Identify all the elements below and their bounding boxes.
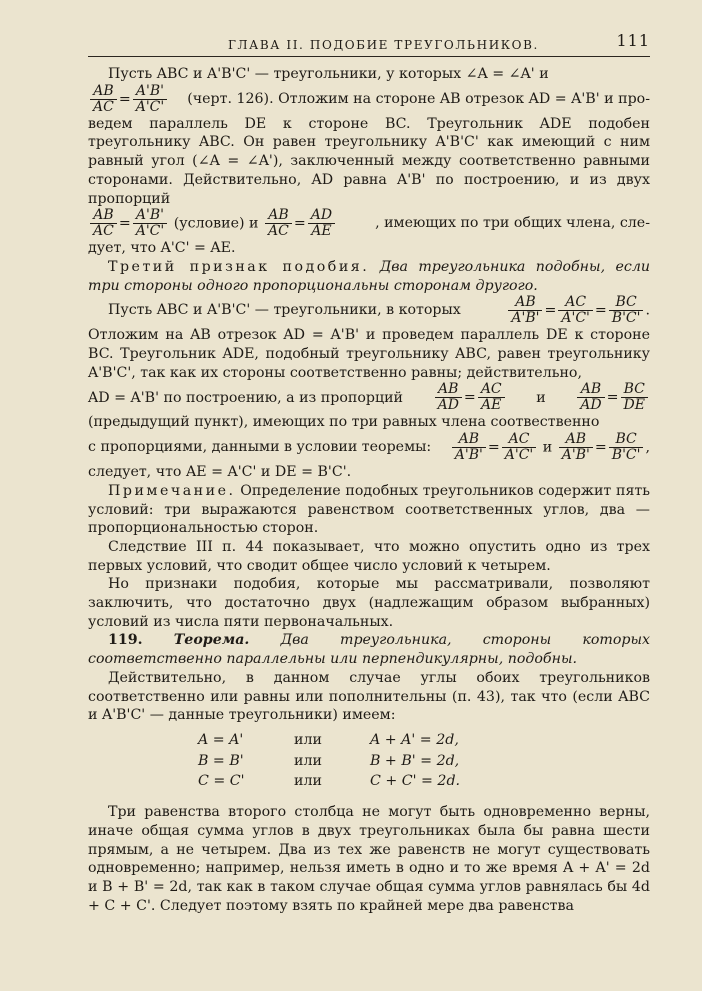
paragraph-1-end: дует, что A'C' = AE. xyxy=(88,240,236,257)
note-paragraph xyxy=(88,482,650,538)
signs-paragraph: Но признаки подобия, которые мы рассматривали, позволяют заключить, что достаточно двух (надлежащим образом выбранных) условий из числа пяти первоначальных. xyxy=(88,576,650,630)
paragraph-1-line-2: $\frac{AB}{AC}$ = $\frac{A'B'}{A'C'}$ (черт. 126). Отложим на стороне AB отрезок AD = A'B' и про- xyxy=(88,84,650,115)
equation-row: A = A' или A + A' = 2d, xyxy=(198,731,459,748)
equations-table xyxy=(198,731,460,793)
theorem-119 xyxy=(88,631,650,668)
page xyxy=(88,32,650,972)
fraction: $\frac{A'B'}{A'C'}$ xyxy=(133,84,168,115)
fraction: $\frac{A'B'}{A'C'}$ xyxy=(133,208,168,239)
final-paragraph: Три равенства второго столбца не могут быть одновременно верны, иначе общая сумма углов в двух треугольниках была бы равна шести прямым, а не четырем. Два из тех же равенств не могут существовать одновременно; например, нельзя иметь в одно и то же время A + A' = 2d и B + B' = 2d, так как в таком случае общая сумма углов равнялась бы 4d + C + C'. Следует поэтому взять по крайней мере два равенства xyxy=(88,804,650,914)
fraction: $\frac{AB}{A'B'}$ xyxy=(559,432,593,463)
fraction: $\frac{AB}{AC}$ xyxy=(265,208,292,239)
fraction: $\frac{AB}{A'B'}$ xyxy=(452,432,486,463)
fraction: $\frac{AC}{A'C'}$ xyxy=(558,295,593,326)
paragraph-1-proportions: $\frac{AB}{AC}$ = $\frac{A'B'}{A'C'}$ (условие) и $\frac{AB}{AC}$ = $\frac{AD}{AE}$ , имеющих по три общих члена, сле- xyxy=(88,208,650,239)
fraction: $\frac{AC}{AE}$ xyxy=(478,382,505,413)
note-text: Определение подобных треугольников содержит пять условий: три выражаются равенством соответственных углов, два — пропорциональностью сторон. xyxy=(88,482,651,537)
paragraph-2-continued: (предыдущий пункт), имеющих по три равных члена соотвественно xyxy=(88,414,600,431)
paragraph-2-body: Отложим на AB отрезок AD = A'B' и проведем параллель DE к стороне BC. Треугольник ADE, подобный треугольнику ABC, равен треугольнику A'B'C', так как их стороны соответственно равны; действительно, xyxy=(88,327,650,381)
fraction: $\frac{BC}{DE}$ xyxy=(621,382,648,413)
proof-paragraph: Действительно, в данном случае углы обоих треугольников соответственно или равны или пополнительны (п. 43), так что (если ABC и A'B'C' — данные треугольники) имеем: xyxy=(88,669,650,724)
fraction: $\frac{AC}{A'C'}$ xyxy=(502,432,537,463)
note-label: Примечание. xyxy=(108,482,236,499)
equation-row: C = C' или C + C' = 2d. xyxy=(198,773,461,790)
page-number: 111 xyxy=(616,31,650,50)
paragraph-2-given: с пропорциями, данными в условии теоремы: $\frac{AB}{A'B'}$ = $\frac{AC}{A'C'}$ и $\frac{AB}{A'B'}$ = $\frac{BC}{B'C'}$ , xyxy=(88,431,650,464)
fraction: $\frac{AB}{AD}$ xyxy=(435,382,462,413)
theorem-number: 119. xyxy=(108,632,143,649)
theorem-text: Два треугольника, стороны которых соответственно параллельны или перпендикулярны, подобны. xyxy=(88,632,651,668)
third-criterion-label: Третий признак подобия. xyxy=(108,258,370,275)
fraction: $\frac{AB}{AC}$ xyxy=(90,208,117,239)
fraction: $\frac{BC}{B'C'}$ xyxy=(609,432,644,463)
fraction: $\frac{BC}{B'C'}$ xyxy=(609,295,644,326)
paragraph-1-line-1: Пусть ABC и A'B'C' — треугольники, у которых ∠A = ∠A' и xyxy=(108,66,549,82)
fraction: $\frac{AB}{A'B'}$ xyxy=(508,295,542,326)
theorem-label: Теорема. xyxy=(173,632,250,649)
third-criterion-statement: Два треугольника подобны, если три стороны одного пропорциональны сторонам другого. xyxy=(88,258,651,294)
third-criterion xyxy=(88,258,650,295)
paragraph-2-proportions: AD = A'B' по построению, а из пропорций $\frac{AB}{AD}$ = $\frac{AC}{AE}$ и $\frac{AB}{AD}$ = $\frac{BC}{DE}$ xyxy=(88,382,650,413)
paragraph-2-line-1: Пусть ABC и A'B'C' — треугольники, в которых $\frac{AB}{A'B'}$ = $\frac{AC}{A'C'}$ = $\frac{BC}{B'C'}$ . xyxy=(108,294,650,327)
fraction: $\frac{AB}{AD}$ xyxy=(577,382,604,413)
running-header xyxy=(88,32,650,57)
paragraph-1-body: ведем параллель DE к стороне BC. Треугольник ADE подобен треугольнику ABC. Он равен треугольнику A'B'C' как имеющий с ним равный угол (∠A = ∠A'), заключенный между соответственно равными сторонами. Действительно, AD равна A'B' по построению, и из двух пропорций xyxy=(88,115,650,207)
equation-row: B = B' или B + B' = 2d, xyxy=(198,752,460,769)
corollary-paragraph: Следствие III п. 44 показывает, что можно опустить одно из трех первых условий, что сводит общее число условий к четырем. xyxy=(88,538,650,574)
chapter-title: ГЛАВА II. ПОДОБИЕ ТРЕУГОЛЬНИКОВ. xyxy=(228,38,539,52)
paragraph-2-end: следует, что AE = A'C' и DE = B'C'. xyxy=(88,464,352,481)
fraction: $\frac{AB}{AC}$ xyxy=(90,84,117,115)
fraction: $\frac{AD}{AE}$ xyxy=(308,208,335,239)
